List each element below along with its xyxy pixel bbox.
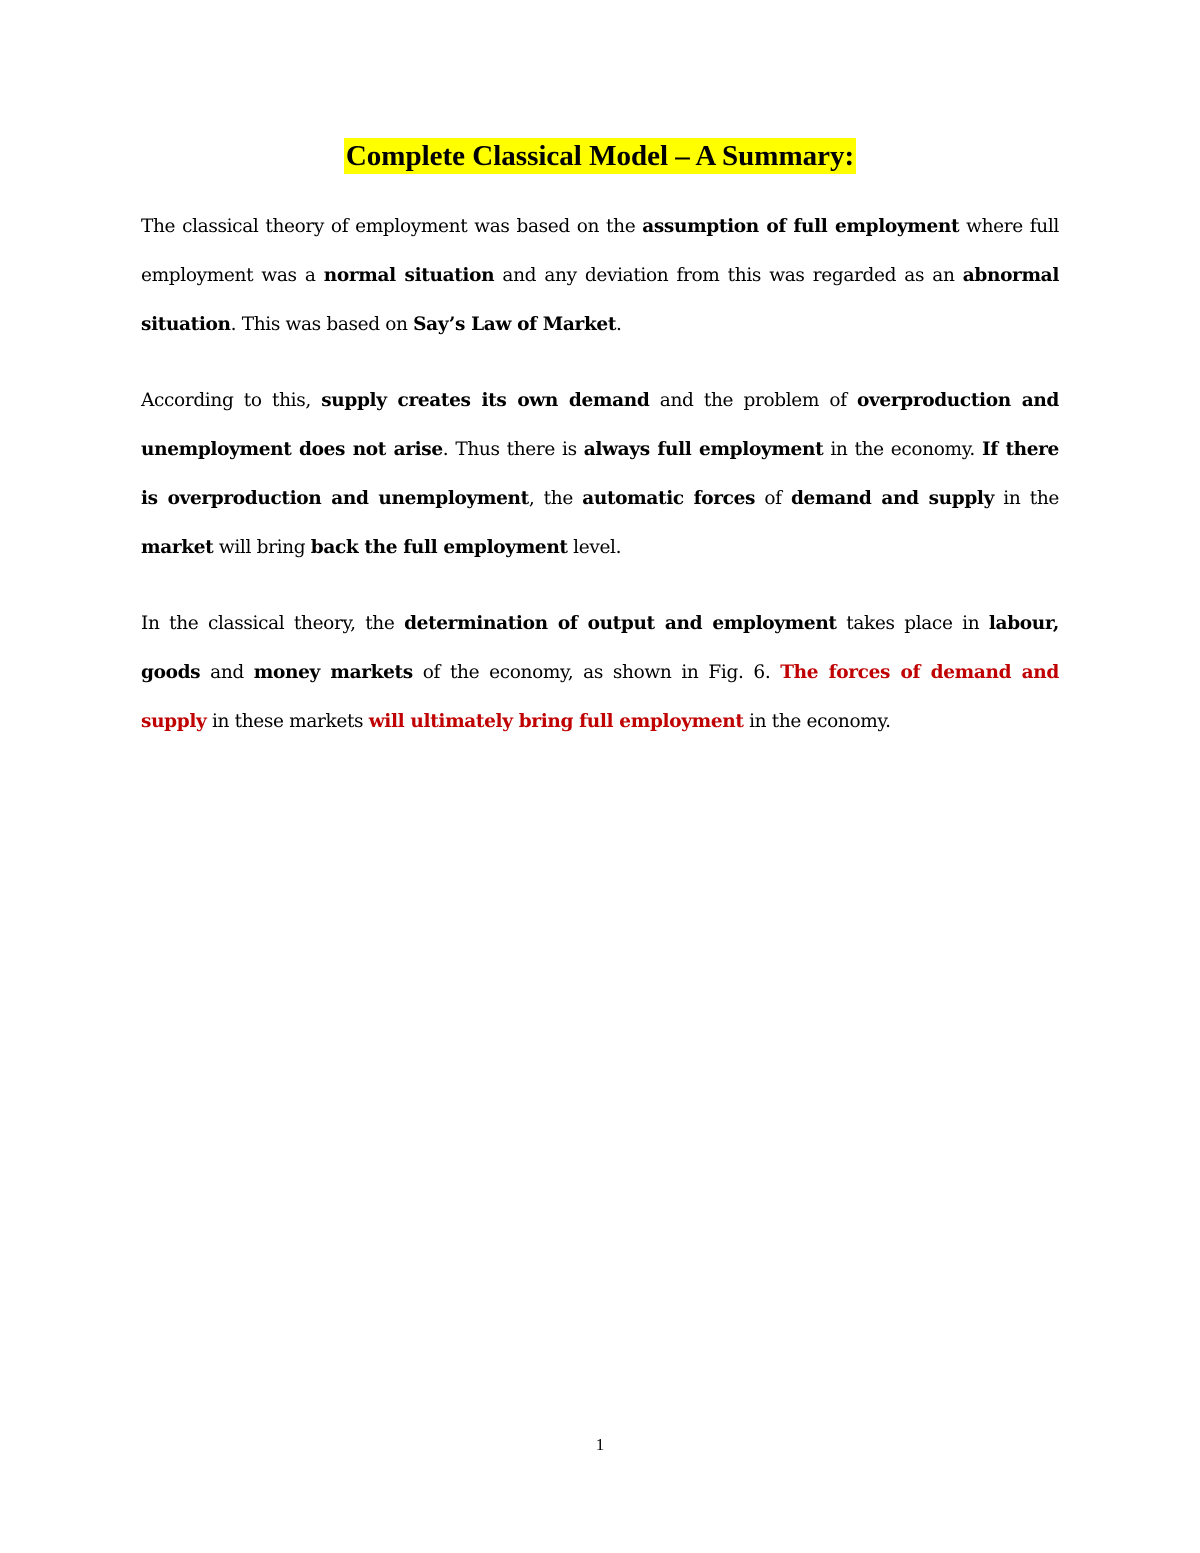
text-run: and the problem of xyxy=(649,390,858,411)
bold-text: automatic forces xyxy=(582,488,756,509)
body-text xyxy=(141,202,1059,746)
paragraph xyxy=(141,202,1059,349)
bold-text: determination of output and employment xyxy=(404,613,837,634)
bold-text: overproduction and unemployment does not arise xyxy=(141,390,1060,460)
bold-text: back the full employment xyxy=(310,537,568,558)
text-run: and xyxy=(200,662,254,683)
bold-text: money markets xyxy=(253,662,413,683)
text-run: in the xyxy=(994,488,1059,509)
text-run: will bring xyxy=(213,537,311,558)
bold-text: assumption of full employment xyxy=(642,216,960,237)
paragraph xyxy=(141,376,1059,572)
text-run: of the economy, as shown in Fig. 6. xyxy=(412,662,781,683)
text-run: where full employment was a xyxy=(141,216,1059,286)
bold-text: normal situation xyxy=(323,265,495,286)
text-run: and any deviation from this was regarded as an xyxy=(494,265,963,286)
page-title: Complete Classical Model – A Summary: xyxy=(345,140,855,172)
text-run: level. xyxy=(567,537,622,558)
page-content xyxy=(141,138,1059,746)
text-run: in the economy. xyxy=(743,711,891,732)
bold-text: demand and supply xyxy=(790,488,994,509)
red-emphasis-text: will ultimately bring full employment xyxy=(368,711,744,732)
text-run: in the economy. xyxy=(823,439,982,460)
text-run: According to this, xyxy=(141,390,322,411)
text-run: . xyxy=(616,314,622,335)
page-number: 1 xyxy=(595,1435,605,1454)
text-run: takes place in xyxy=(836,613,989,634)
text-run: . This was based on xyxy=(230,314,414,335)
bold-text: always full employment xyxy=(583,439,824,460)
text-run: The classical theory of employment was based on the xyxy=(141,216,643,237)
title-block xyxy=(141,138,1059,184)
text-run: in these markets xyxy=(206,711,369,732)
text-run: In the classical theory, the xyxy=(141,613,405,634)
paragraph xyxy=(141,599,1059,746)
bold-text: labour, goods xyxy=(141,613,1060,683)
bold-text: If there is overproduction and unemployment xyxy=(141,439,1059,509)
text-run: . Thus there is xyxy=(442,439,584,460)
text-run: , the xyxy=(528,488,583,509)
text-run: of xyxy=(755,488,791,509)
red-emphasis-text: The forces of demand and supply xyxy=(141,662,1059,732)
bold-text: market xyxy=(141,537,214,558)
bold-text: supply creates its own demand xyxy=(321,390,650,411)
bold-text: Say’s Law of Market xyxy=(413,314,617,335)
bold-text: abnormal situation xyxy=(141,265,1059,335)
